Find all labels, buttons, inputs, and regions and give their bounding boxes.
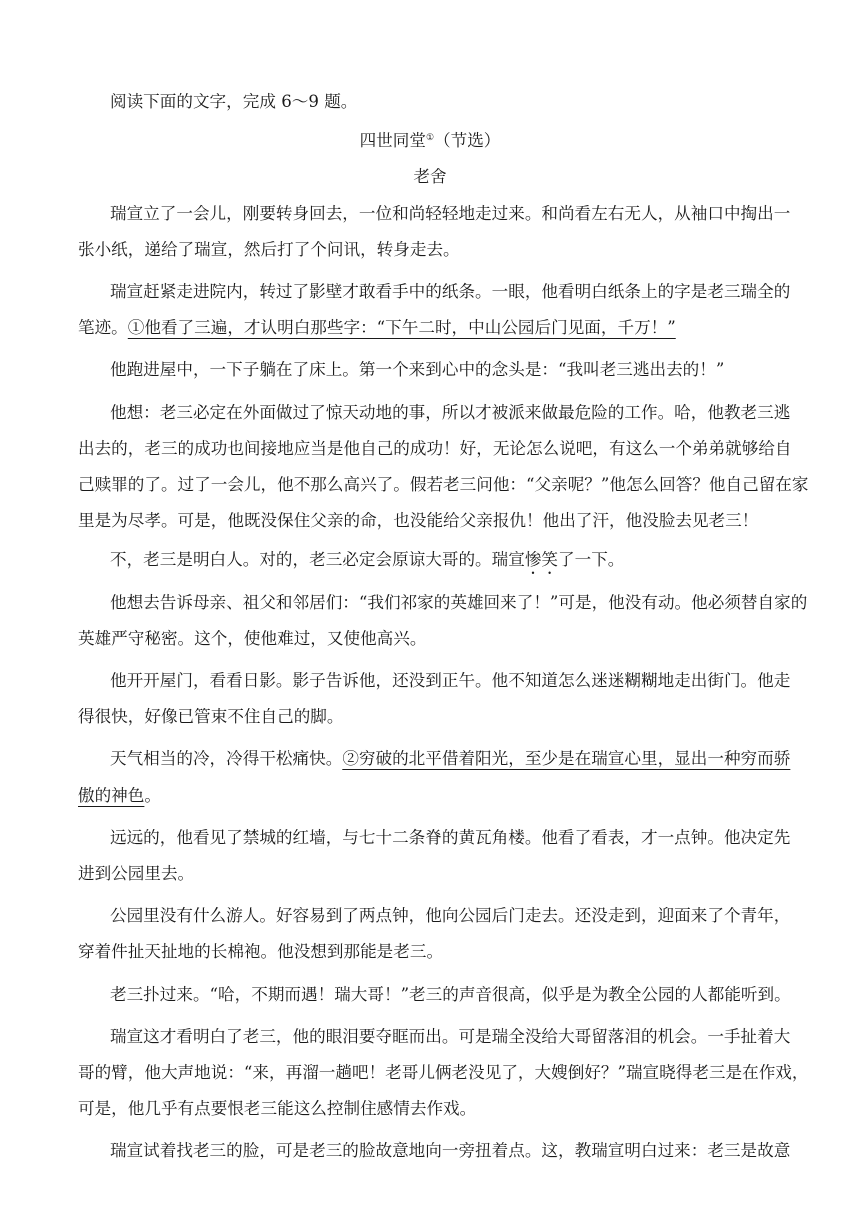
text-line: 可是，他几乎有点要恨老三能这么控制住感情去作戏。	[78, 1099, 477, 1119]
text-line: 瑞宣立了一会儿，刚要转身回去，一位和尚轻轻地走过来。和尚看左右无人，从袖口中掏出一	[110, 203, 791, 223]
footnote-mark: ①	[425, 133, 435, 144]
text-line: 穿着件扯天扯地的长棉袍。他没想到那能是老三。	[78, 942, 444, 962]
text-span: 天气相当的冷，冷得干松痛快。	[110, 749, 343, 769]
article-title	[78, 120, 782, 159]
text-line: 公园里没有什么游人。好容易到了两点钟，他向公园后门走去。还没走到，迎面来了个青年，	[110, 906, 791, 926]
text-line: 哥的臂，他大声地说：“来，再溜一趟吧！老哥儿俩老没见了，大嫂倒好？”瑞宣晓得老三是在作戏，	[78, 1063, 809, 1083]
emphasized-word: 惨笑	[524, 550, 559, 570]
text-line: 瑞宣这才看明白了老三，他的眼泪要夺眶而出。可是瑞全没给大哥留落泪的机会。一手扯着大	[110, 1026, 791, 1046]
text-line: 出去的，老三的成功也间接地应当是他自己的成功！好，无论怎么说吧，有这么一个弟弟就够给自	[78, 438, 792, 458]
text-span: 了一下。	[558, 550, 625, 570]
paragraph-4	[78, 395, 809, 540]
paragraph-1	[78, 196, 791, 268]
text-line: 远远的，他看见了禁城的红墙，与七十二条脊的黄瓦角楼。他看了看表，才一点钟。他决定先	[110, 827, 791, 847]
paragraph-13	[78, 1133, 791, 1169]
text-line: 老三扑过来。“哈，不期而遇！瑞大哥！”老三的声音很高，似乎是为教全公园的人都能听到。	[110, 984, 791, 1004]
text-line: 他跑进屋中，一下子躺在了床上。第一个来到心中的念头是：“我叫老三逃出去的！”	[110, 360, 725, 380]
text-line	[78, 778, 782, 814]
text-line: 己赎罪的了。过了一会儿，他不那么高兴了。假若老三问他：“父亲呢？”他怎么回答？他自己留在家	[78, 475, 809, 495]
paragraph-7	[78, 663, 791, 735]
text-line: 瑞宣赶紧走进院内，转过了影壁才敢看手中的纸条。一眼，他看明白纸条上的字是老三瑞全的	[110, 282, 791, 302]
text-line: 得很快，好像已管束不住自己的脚。	[78, 707, 344, 727]
paragraph-3	[78, 352, 782, 388]
paragraph-12	[78, 1019, 809, 1128]
author: 老舍	[413, 167, 447, 187]
text-span: 不，老三是明白人。对的，老三必定会原谅大哥的。瑞宣	[110, 550, 525, 570]
text-line: 他想去告诉母亲、祖父和邻居们：“我们祁家的英雄回来了！”可是，他没有动。他必须替自家的	[110, 592, 808, 612]
text-line: 里是为尽孝。可是，他既没保住父亲的命，也没能给父亲报仇！他出了汗，他没脸去见老三！	[78, 511, 759, 531]
paragraph-8	[78, 741, 791, 813]
text-line: 英雄严守秘密。这个，使他难过，又使他高兴。	[78, 628, 427, 648]
text-span: 。	[144, 785, 161, 805]
underlined-sentence-2-cont: 傲的神色	[78, 785, 145, 805]
text-line: 进到公园里去。	[78, 864, 195, 884]
text-line: 他开开屋门，看看日影。影子告诉他，还没到正午。他不知道怎么迷迷糊糊地走出街门。他走	[110, 671, 791, 691]
paragraph-5	[78, 542, 782, 578]
text-line	[78, 741, 791, 777]
title-text: 四世同堂	[359, 131, 426, 151]
paragraph-9	[78, 820, 791, 892]
text-line	[78, 542, 782, 578]
text-line: 张小纸，递给了瑞宣，然后打了个问讯，转身走去。	[78, 239, 460, 259]
underlined-sentence-2: ②穷破的北平借着阳光，至少是在瑞宣心里，显出一种穷而骄	[342, 749, 791, 769]
paragraph-6	[78, 585, 808, 657]
text-line: 他想：老三必定在外面做过了惊天动地的事，所以才被派来做最危险的工作。哈，他教老三逃	[110, 402, 791, 422]
text-line: 瑞宣试着找老三的脸，可是老三的脸故意地向一旁扭着点。这，教瑞宣明白过来：老三是故意	[110, 1141, 791, 1161]
paragraph-11	[78, 977, 791, 1013]
underlined-sentence-1: ①他看了三遍，才认明白那些字：“下午二时，中山公园后门见面，千万！”	[127, 318, 676, 338]
paragraph-10	[78, 898, 791, 970]
title-suffix: （节选）	[434, 131, 501, 151]
intro-line: 阅读下面的文字，完成 6～9 题。	[110, 92, 358, 111]
text-line	[78, 310, 782, 346]
paragraph-2	[78, 274, 791, 346]
text-span: 笔迹。	[78, 318, 128, 338]
